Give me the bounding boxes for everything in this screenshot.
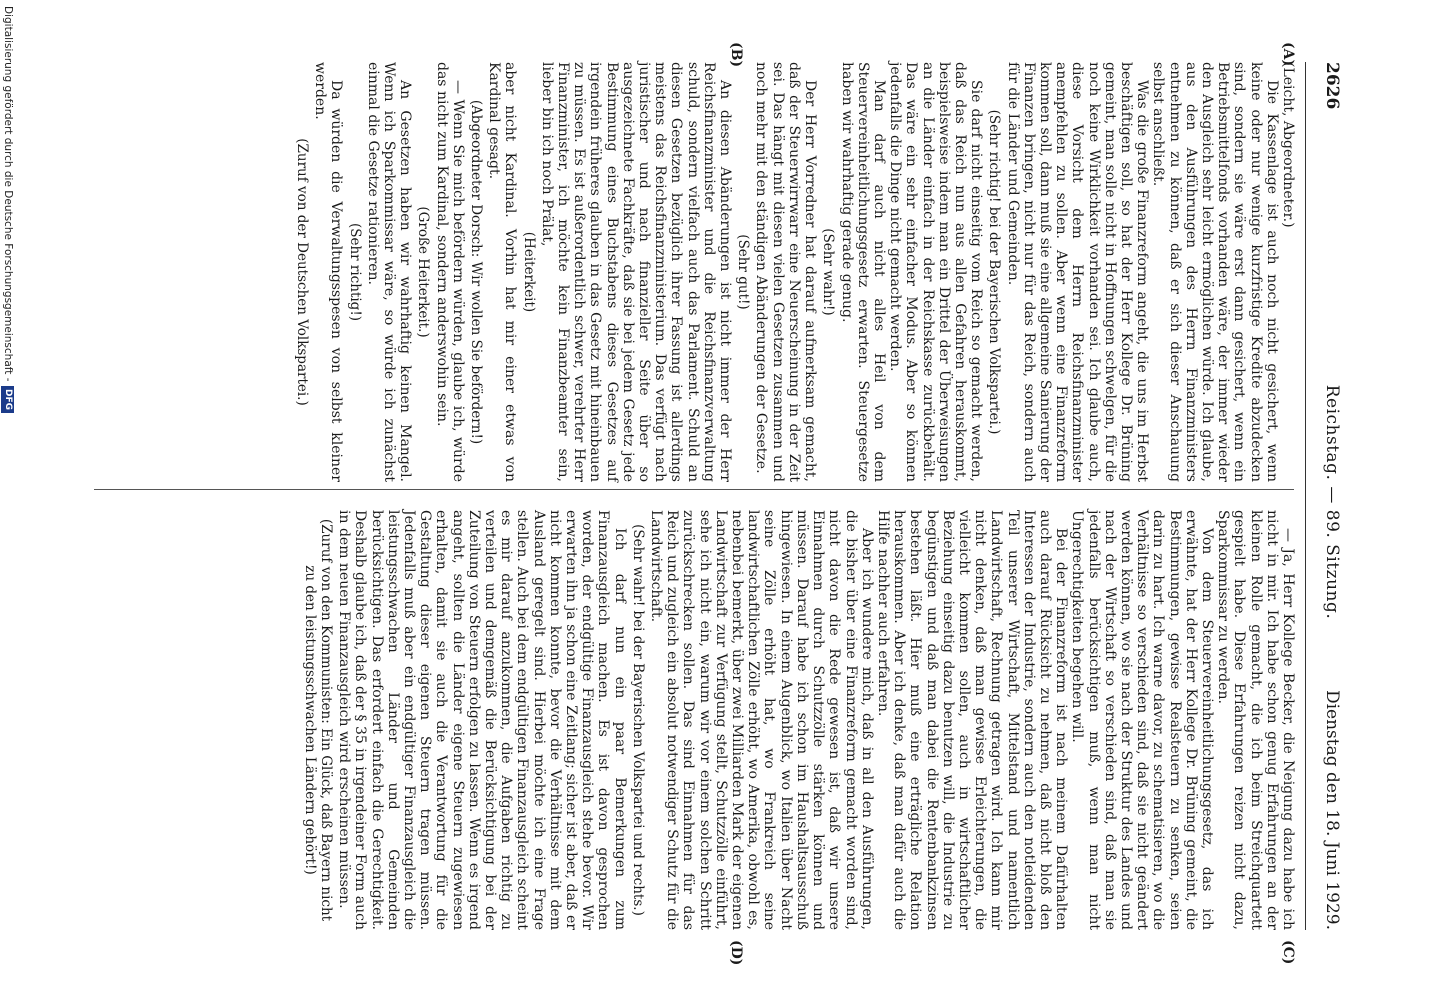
page-number: 2626 bbox=[1322, 62, 1342, 110]
paragraph: — Ja, Herr Kollege Becker, die Neigung dazu habe ich nicht in mir. Ich habe schon genug Erfahrungen an der kleinen Rolle gemacht, die ich beim Streichquartett gespielt habe. Diese Erfahrungen reizen nicht dazu, Sparkommissar zu werden. bbox=[1215, 510, 1296, 930]
paragraph: Man darf auch nicht alles Heil von dem Steuervereinheitlichungsgesetz erwarten. Steuergesetze haben wir wahrhaftig gerade genug. bbox=[838, 62, 887, 482]
paragraph: Aber ich wundere mich, daß in all den Ausführungen, die bisher über eine Finanzreform gemacht worden sind, nicht davon die Rede gewesen ist, daß wir unsere Einnahmen durch Schutzzölle stärken können und müssen. Darauf habe ich schon im Haushaltsausschuß hingewiesen. In einem Augenblick, wo Italien über Nacht seine Zölle erhöht hat, wo Frankreich seine landwirtschaftlichen Zölle erhöht, wo Amerika, obwohl es, nebenbei bemerkt, über zwei Milliarden Mark der eigenen Landwirtschaft zur Verfügung stellt, Schutzzölle einführt, sehe ich nicht ein, warum wir vor einem solchen Schritt zurückschrecken sollen. Das sind Einnahmen für das Reich und zugleich ein absolut notwendiger Schutz für die Landwirtschaft. bbox=[648, 510, 875, 930]
funding-credit: Digitalisierung gefördert durch die Deutsche Forschungsgemeinschaft - bbox=[2, 6, 14, 382]
page-header bbox=[1310, 62, 1350, 930]
paragraph: An diesen Abänderungen ist nicht immer der Herr Reichsfinanzminister und die Reichsfinanzverwaltung schuld, sondern vielfach auch das Parlament. Schuld an diesen Gesetzen bezüglich ihrer Fassung ist allerdings meistens das Reichsfinanzministerium. Das verfügt nach juristischer und nach finanzieller Seite über so ausgezeichnete Fachkräfte, daß sie bei jedem Gesetz jede Bestimmung eines Buchstabens dieses Gesetzes auf irgendein früheres glauben in das Gesetz mit hineinbauen zu müssen. Es ist außerordentlich schwer, verehrter Herr Finanzminister, ich möchte kein Finanzbeamter sein, lieber bin ich noch Prälat, bbox=[538, 62, 734, 482]
paragraph: Von dem Steuervereinheitlichungsgesetz, das ich erwähnte, hat der Herr Kollege Dr. Brüning gemeint, die Bestimmungen, gewisse Realsteuern zu senken, seien darin zu hart. Ich warne davor, zu schematisieren, wo die Verhältnisse so verschieden sind, daß sie nicht geändert werden können, wo sie nach der Struktur des Landes und nach der Wirtschaft so verschieden sind, daß man sie jedenfalls berücksichtigen muß, wenn man nicht Ungerechtigkeiten begehen will. bbox=[1069, 510, 1215, 930]
interjection: (Zuruf von der Deutschen Volkspartei.) bbox=[294, 138, 311, 406]
interjection: (Sehr richtig! bei der Bayerischen Volkspartei.) bbox=[986, 109, 1003, 435]
interjection: (Sehr richtig!) bbox=[346, 222, 363, 322]
margin-marker-a: (A) bbox=[1280, 42, 1296, 67]
paragraph: Ich darf nun ein paar Bemerkungen zum Finanzausgleich machen. Es ist davon gesprochen worden, der endgültige Finanzausgleich stehe bevor. Wir erwarten ihn ja schon eine Zeitlang; sicher ist aber, daß er nicht kommen konnte, bevor die Verhältnisse mit dem Ausland geregelt sind. Hierbei möchte ich eine Frage stellen. Auch bei dem endgültigen Finanzausgleich scheint es mir darauf anzukommen, die Aufgaben richtig zu verteilen und demgemäß die Berücksichtigung bei der Zuteilung von Steuern erfolgen zu lassen. Wenn es irgend angeht, sollten die Länder eigene Steuern zugewiesen erhalten, damit sie auch die Verantwortung für die Gestaltung dieser eigenen Steuern tragen müssen. Jedenfalls muß aber ein endgültiger Finanzausgleich die leistungsschwachen Länder und Gemeinden berücksichtigen. Das erfordert einfach die Gerechtigkeit. Deshalb glaube ich, daß der § 35 in irgendeiner Form auch in dem neuen Finanzausgleich wird erscheinen müssen. bbox=[336, 510, 628, 930]
right-text-column bbox=[300, 510, 1296, 930]
interjection: (Große Heiterkeit.) bbox=[415, 206, 432, 338]
interjection: (Heiterkeit) bbox=[520, 231, 537, 313]
margin-marker-d: (D) bbox=[728, 940, 744, 966]
paragraph: An Gesetzen haben wir wahrhaftig keinen Mangel. Wenn ich Sparkommissar wäre, so würde ich zunächst einmal die Gesetze rationieren. bbox=[364, 62, 414, 482]
interjection: (Sehr wahr! bei der Bayerischen Volkspartei und rechts.) bbox=[629, 524, 646, 916]
speaker-name: (Leicht, Abgeordneter.) bbox=[1280, 62, 1296, 228]
paragraph: Der Herr Vorredner hat darauf aufmerksam gemacht, daß der Steuerwirrwarr eine Neuerscheinung in der Zeit sei. Das hängt mit diesen vielen Gesetzen zusammen und noch mehr mit den ständigen Abänderungen der Gesetze. bbox=[753, 62, 819, 482]
session-date: Dienstag den 18. Juni 1929. bbox=[1322, 689, 1342, 930]
header-rule bbox=[1305, 62, 1306, 930]
column-divider bbox=[94, 489, 1294, 490]
paragraph: Was die große Finanzreform angeht, die uns im Herbst beschäftigen soll, so hat der Herr Kollege Dr. Brüning gemeint, man solle nicht in Hoffnungen schwelgen, für die noch keine Wirklichkeit vorhanden sei. Ich glaube auch, diese Vorsicht dem Herrn Reichsfinanzminister anempfehlen zu sollen. Aber wenn eine Finanzreform kommen soll, dann muß sie eine allgemeine Sanierung der Finanzen bringen, nicht nur für das Reich, sondern auch für die Länder und Gemeinden. bbox=[1004, 62, 1151, 482]
paragraph: aber nicht Kardinal. Vorhin hat mir einer etwas von Kardinal gesagt. bbox=[486, 62, 519, 482]
digitization-footer bbox=[0, 0, 14, 1000]
margin-marker-c: (C) bbox=[1280, 940, 1296, 965]
left-text-column bbox=[292, 62, 1296, 482]
interjection: (Abgeordneter Dorsch: Wir wollen Sie befördern!) bbox=[468, 99, 485, 445]
paragraph: Sie darf nicht einseitig vom Reich so gemacht werden, daß das Reich nun aus allen Gefahren herauskommt, beispielsweise indem man ein Drittel der Überweisungen an die Länder einfach in der Reichskasse zurückbehält. Das wäre ein sehr einfacher Modus. Aber so können jedenfalls die Dinge nicht gemacht werden. bbox=[887, 62, 985, 482]
interjection: (Sehr wahr!) bbox=[820, 228, 837, 316]
page-title: Reichstag. — 89. Sitzung. bbox=[1322, 384, 1342, 620]
interjection: (Sehr gut!) bbox=[735, 234, 752, 310]
paragraph: Bei der Finanzreform ist nach meinem Dafürhalten auch darauf Rücksicht zu nehmen, daß nicht bloß den Interessen der Industrie, sondern auch den notleidenden Teil unserer Wirtschaft, Mittelstand und namentlich Landwirtschaft, Rechnung getragen wird. Ich kann mir nicht denken, daß man gewisse Erleichterungen, die vielleicht kommen sollen, auch in wirtschaftlicher Beziehung einseitig dazu benutzen will, die Industrie zu begünstigen und daß man dabei die Rentenbankzinsen bestehen läßt. Hier muß eine erträgliche Relation herauskommen. Aber ich denke, daß man dafür auch die Hilfe nachher auch erfahren. bbox=[874, 510, 1070, 930]
interjection: (Zuruf von den Kommunisten: Ein Glück, daß Bayern nicht zu den leistungsschwachen Ländern gehört!) bbox=[301, 518, 335, 922]
margin-marker-b: (B) bbox=[728, 42, 744, 68]
paragraph: Die Kassenlage ist auch noch nicht gesichert, wenn keine oder nur wenige kurzfristige Kredite abzudecken sind, sondern sie wäre erst dann gesichert, wenn ein Betriebsmittelfonds vorhanden wäre, der immer wieder den Ausgleich sehr leicht ermöglichen würde. Ich glaube, aus den Ausführungen des Herrn Finanzministers entnehmen zu können, daß er sich dieser Anschauung selbst anschließt. bbox=[1150, 62, 1280, 482]
dfg-logo: DFG bbox=[1, 386, 14, 413]
paragraph: — Wenn Sie mich befördern würden, glaube ich, würde das nicht zum Kardinal, sondern anderswohin sein. bbox=[433, 62, 466, 482]
paragraph: Da würden die Verwaltungsspesen von selbst kleiner werden. bbox=[312, 62, 345, 482]
